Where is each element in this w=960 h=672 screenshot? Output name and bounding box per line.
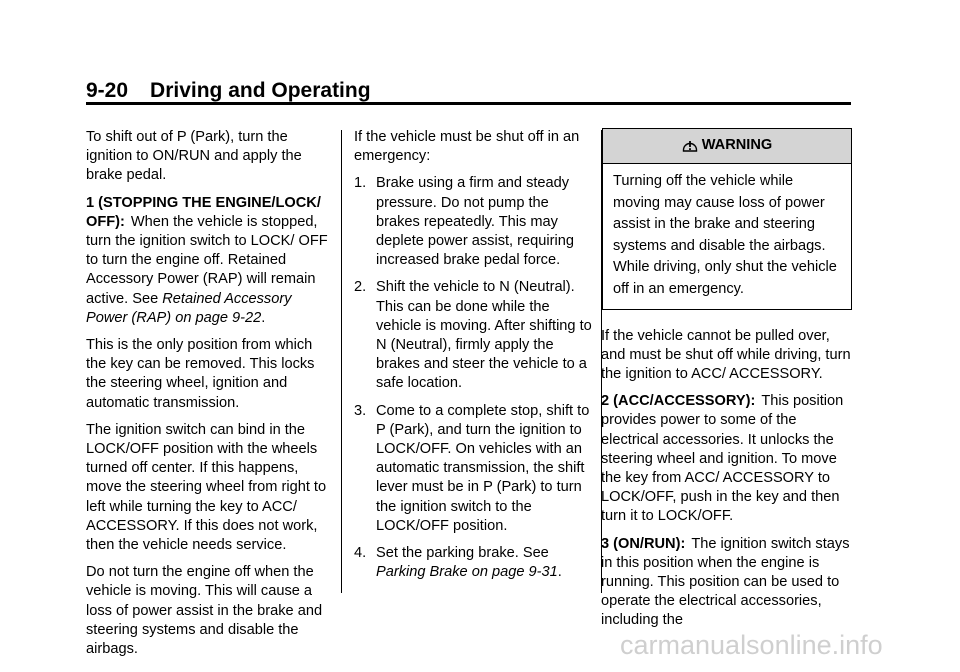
step-text: Shift the vehicle to N (Neutral). This can be done while the vehicle is moving. After shifting to N (Neutral), firmly apply the brakes and steer the vehicle to a safe location.: [376, 279, 592, 392]
acc-accessory-text: This position provides power to some of the electrical accessories. It unlocks the steering wheel and ignition. To move the key from ACC/ ACCESSORY to LOCK/OFF, push in the key and then turn it to LOCK/OFF.: [601, 393, 844, 525]
lead-on-run: 3 (ON/RUN):: [601, 535, 686, 552]
step-text: Brake using a firm and steady pressure. Do not pump the brakes repeatedly. This may deplete power assist, requiring increased brake pedal force.: [376, 175, 574, 269]
warning-title: WARNING: [701, 137, 773, 154]
lead-acc-accessory: 2 (ACC/ACCESSORY):: [601, 393, 756, 410]
warning-body: Turning off the vehicle while moving may cause loss of power assist in the brake and steering systems and disable the airbags. While driving, only shut the vehicle off in an emergency.: [613, 173, 837, 297]
paragraph-key-removal: This is the only position from which the key can be removed. This locks the steering wheel, ignition and automatic transmission.: [86, 337, 315, 411]
header-rule: [86, 102, 851, 105]
step-number: 4.: [354, 545, 367, 562]
step-number: 1.: [354, 175, 367, 192]
paragraph-on-run: [601, 535, 853, 631]
paragraph-lock-off: [86, 194, 336, 328]
on-run-text: The ignition switch stays in this position when the engine is running. This position can be used to operate the electrical accessories, including the: [601, 535, 850, 629]
paragraph-shift-out-of-park: To shift out of P (Park), turn the ignition to ON/RUN and apply the brake pedal.: [86, 129, 302, 184]
paragraph-cannot-pull-over: If the vehicle cannot be pulled over, and must be shut off while driving, turn the ignition to ACC/ ACCESSORY.: [601, 327, 851, 382]
emergency-intro: If the vehicle must be shut off in an emergency:: [354, 129, 580, 165]
paragraph-do-not-turn-off: Do not turn the engine off when the vehicle is moving. This will cause a loss of power assist in the brake and steering systems and disable the airbags.: [86, 564, 323, 658]
link-retained-accessory-power[interactable]: Retained Accessory Power (RAP) on page 9‑22: [86, 290, 292, 326]
page-number: 9-20: [86, 79, 129, 102]
list-item: [354, 278, 594, 393]
paragraph-acc-accessory: [601, 392, 853, 526]
warning-icon: [682, 138, 698, 155]
step-number: 3.: [354, 402, 367, 419]
warning-header: [603, 129, 851, 164]
lock-off-text: When the vehicle is stopped, turn the ignition switch to LOCK/ OFF to turn the engine off. Retained Accessory Power (RAP) will remain active. See: [86, 213, 328, 307]
column-left: [86, 128, 336, 667]
lock-off-end: .: [261, 309, 266, 326]
page-header: [86, 78, 371, 104]
emergency-steps: [354, 174, 594, 582]
link-parking-brake[interactable]: Parking Brake on page 9‑31: [376, 564, 558, 581]
watermark: carmanualsonline.info: [620, 630, 883, 660]
step-text: Set the parking brake. See: [376, 545, 549, 562]
paragraph-ignition-bind: The ignition switch can bind in the LOCK/OFF position with the wheels turned off center. If this happens, move the steering wheel from right to left while turning the key to ACC/ ACCESSORY. If this does not work, then the vehicle needs service.: [86, 421, 327, 554]
step-text: Come to a complete stop, shift to P (Park), and turn the ignition to LOCK/OFF. On vehicles with an automatic transmission, the shift lever must be in P (Park) to turn the ignition switch to the LOCK/OFF position.: [376, 402, 590, 534]
column-right: [601, 128, 853, 639]
warning-box: [602, 128, 852, 310]
list-item: [354, 402, 594, 536]
step-end: .: [557, 564, 562, 581]
step-number: 2.: [354, 279, 367, 296]
list-item: [354, 544, 594, 582]
list-item: [354, 174, 594, 270]
column-middle: [354, 128, 594, 590]
column-divider-1: [341, 130, 342, 593]
lead-lock-off: 1 (STOPPING THE ENGINE/LOCK/ OFF):: [86, 194, 321, 230]
section-title: Driving and Operating: [150, 79, 371, 102]
